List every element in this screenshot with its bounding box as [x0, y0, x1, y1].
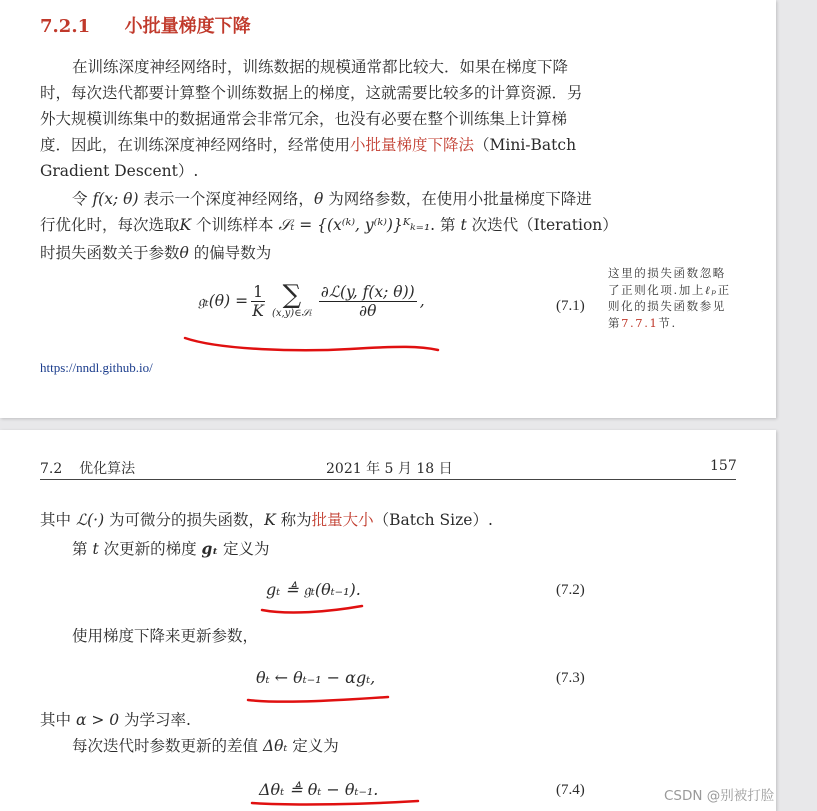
- header-title: 优化算法: [79, 461, 136, 477]
- header-section: 7.2: [40, 461, 63, 477]
- p3-line3: 使用梯度下降来更新参数，: [72, 627, 259, 645]
- header-date: 2021 年 5 月 18 日: [326, 461, 453, 477]
- csdn-watermark: CSDN @别被打脸: [664, 788, 775, 804]
- p2-line3: 时损失函数关于参数θ 的偏导数为: [40, 244, 272, 262]
- eq4-number: (7.4): [556, 782, 585, 798]
- header-page-number: 157: [710, 458, 737, 474]
- red-underline-annotation: [258, 600, 368, 618]
- term-batch-size[interactable]: 批量大小: [311, 511, 374, 529]
- p3-line5: 每次迭代时参数更新的差值 Δθₜ 定义为: [72, 737, 339, 755]
- p1-line2: 时，每次迭代都要计算整个训练数据上的梯度，这就需要比较多的计算资源．另: [40, 84, 583, 102]
- equation-7-3: θₜ ← θₜ₋₁ − αgₜ,: [256, 668, 376, 687]
- running-header-left: [40, 458, 135, 478]
- red-underline-annotation: [244, 690, 394, 710]
- eq1-number: (7.1): [556, 298, 585, 314]
- page-top: [0, 0, 776, 418]
- red-underline-annotation: [180, 330, 445, 356]
- p2-line2: 行优化时，每次选取K 个训练样本 𝒮ₜ = {(x⁽ᵏ⁾, y⁽ᵏ⁾)}ᴷₖ₌₁. 第 t 次迭代（Iteration）: [40, 216, 618, 234]
- eq2-number: (7.2): [556, 582, 585, 598]
- eq3-number: (7.3): [556, 670, 585, 686]
- section-heading: [40, 12, 251, 38]
- section-title: 小批量梯度下降: [124, 16, 251, 37]
- eq1-frac-1-over-k: $\frac{1}{K}$: [252, 282, 264, 320]
- term-minibatch-gd[interactable]: 小批量梯度下降法: [350, 136, 475, 154]
- header-rule: [40, 479, 736, 480]
- equation-7-4: Δθₜ ≜ θₜ − θₜ₋₁.: [259, 780, 379, 799]
- section-number: 7.2.1: [40, 16, 91, 37]
- p3-line2: 第 t 次更新的梯度 gₜ 定义为: [72, 539, 270, 558]
- footer-url-link[interactable]: https://nndl.github.io/: [40, 360, 153, 375]
- p2-line1: 令 f(x; θ) 表示一个深度神经网络，θ 为网络参数，在使用小批量梯度下降进: [72, 190, 592, 208]
- margin-note: 这里的损失函数忽略 了正则化项.加上ℓₚ正 则化的损失函数参见 第7.7.1节.: [608, 266, 731, 330]
- margin-ref-link[interactable]: 7.7.1: [621, 315, 659, 330]
- equation-7-2: gₜ ≜ 𝔤ₜ(θₜ₋₁).: [266, 580, 361, 599]
- p1-line4: 度．因此，在训练深度神经网络时，经常使用小批量梯度下降法（Mini-Batch: [40, 136, 577, 154]
- p1-line3: 外大规模训练集中的数据通常会非常冗余，也没有必要在整个训练集上计算梯: [40, 110, 568, 128]
- red-underline-annotation: [248, 796, 423, 810]
- eq1-sum: ∑ (x,y)∈𝒮ₜ: [271, 280, 312, 319]
- p3-line1: 其中 ℒ(·) 为可微分的损失函数，K 称为批量大小（Batch Size）.: [40, 511, 493, 529]
- p1-line1: 在训练深度神经网络时，训练数据的规模通常都比较大．如果在梯度下降: [72, 58, 569, 76]
- equation-7-1: 𝔤ₜ(θ) = $\frac{1}{K}$ ∑ (x,y)∈𝒮ₜ $\frac{\text{∂ℒ(y, f(x; θ))}}{\partial\theta}$ ,: [198, 280, 425, 320]
- p3-line4: 其中 α > 0 为学习率.: [40, 711, 191, 729]
- eq1-partial-derivative: $\frac{\text{∂ℒ(y, f(x; θ))}}{\partial\theta}$: [320, 282, 415, 320]
- p1-line5: Gradient Descent）.: [40, 162, 199, 180]
- eq1-lhs: 𝔤ₜ(θ) =: [198, 291, 249, 310]
- page-bottom: [0, 430, 776, 811]
